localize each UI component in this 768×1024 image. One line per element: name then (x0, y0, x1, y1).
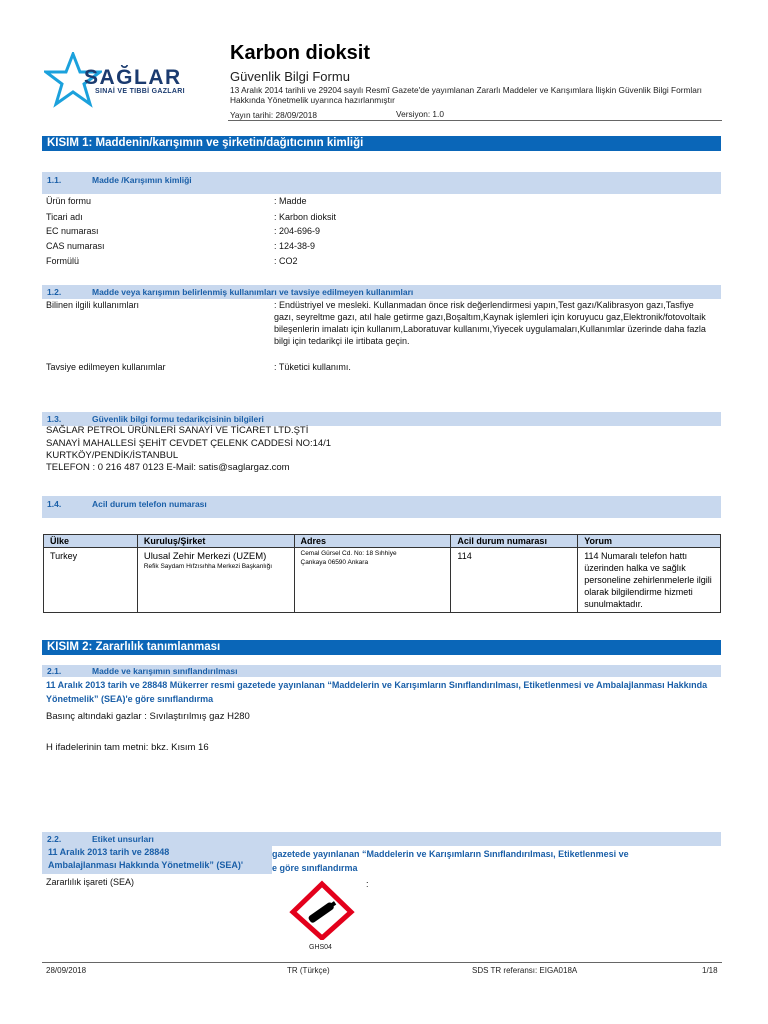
ec-number-label: EC numarası (46, 226, 99, 236)
cas-number-label: CAS numarası (46, 241, 105, 251)
subsection-title: Güvenlik bilgi formu tedarikçisinin bilgileri (92, 414, 264, 424)
product-form-value: : Madde (274, 196, 307, 206)
advised-against-label: Tavsiye edilmeyen kullanımlar (46, 362, 166, 372)
ghs04-gas-cylinder-icon (289, 880, 355, 940)
organization-subname: Refik Saydam Hıfzısıhha Merkezi Başkanlığı (143, 563, 273, 570)
footer-date: 28/09/2018 (46, 966, 87, 975)
issue-date: Yayın tarihi: 28/09/2018 (230, 110, 318, 120)
section-1-heading: KISIM 1: Maddenin/karışımın ve şirketin/dağıtıcının kimliği (42, 136, 721, 151)
address-text: Cemal Gürsel Cd. No: 18 Sıhhiye Çankaya 06590 Ankara (300, 550, 397, 566)
emergency-number-cell: 114 (451, 548, 578, 613)
subsection-1-1-heading (42, 172, 721, 194)
trade-name-label: Ticari adı (46, 212, 83, 222)
emergency-contacts-table (43, 534, 721, 613)
ec-number-value: : 204-696-9 (274, 226, 321, 236)
country-cell: Turkey (44, 548, 138, 613)
subsection-1-3-heading (42, 412, 721, 426)
supplier-address-line-1: SANAYİ MAHALLESİ ŞEHİT CEVDET ÇELENK CADDESİ NO:14/1 (46, 438, 332, 449)
footer-divider (42, 962, 722, 963)
subsection-number: 1.4. (47, 499, 62, 509)
supplier-name: SAĞLAR PETROL ÜRÜNLERİ SANAYİ VE TİCARET LTD.ŞTİ (46, 425, 309, 436)
footer-reference: SDS TR referansı: EIGA018A (472, 966, 578, 975)
document-subtitle: Güvenlik Bilgi Formu (230, 69, 350, 84)
column-header-comment: Yorum (578, 535, 721, 548)
subsection-title: Madde veya karışımın belirlenmiş kullanımları ve tavsiye edilmeyen kullanımları (92, 287, 414, 297)
product-form-label: Ürün formu (46, 196, 92, 206)
label-regulation-right-1: gazetede yayınlanan “Maddelerin ve Karışımların Sınıflandırılması, Etiketlenmesi ve (272, 849, 629, 859)
table-row (44, 548, 721, 613)
subsection-1-2-heading (42, 285, 721, 299)
advised-against-value: : Tüketici kullanımı. (274, 362, 351, 372)
column-header-organization: Kuruluş/Şirket (137, 535, 294, 548)
hazard-pictogram-colon: : (366, 879, 369, 889)
organization-cell (137, 548, 294, 613)
label-regulation-left-2: Ambalajlanması Hakkında Yönetmelik” (SEA)' (48, 860, 244, 870)
subsection-2-1-heading (42, 665, 721, 677)
hazard-pictogram-label: Zararlılık işareti (SEA) (46, 877, 135, 887)
supplier-contact: TELEFON : 0 216 487 0123 E-Mail: satis@saglargaz.com (46, 462, 290, 473)
organization-name: Ulusal Zehir Merkezi (UZEM) (143, 551, 267, 562)
address-cell (294, 548, 451, 613)
column-header-country: Ülke (44, 535, 138, 548)
header-divider (228, 120, 722, 121)
company-logo-name: SAĞLAR (84, 66, 182, 89)
document-title: Karbon dioksit (230, 42, 371, 64)
subsection-title: Madde ve karışımın sınıflandırılması (92, 666, 238, 676)
subsection-number: 1.3. (47, 414, 62, 424)
label-regulation-left-1: 11 Aralık 2013 tarih ve 28848 (48, 847, 170, 857)
column-header-address: Adres (294, 535, 451, 548)
subsection-number: 1.1. (47, 175, 62, 185)
label-regulation-right-2: e göre sınıflandırma (272, 863, 358, 873)
subsection-title: Etiket unsurları (92, 834, 154, 844)
version: Versiyon: 1.0 (396, 109, 444, 119)
cas-number-value: : 124-38-9 (274, 241, 316, 251)
footer-page-number: 1/18 (702, 966, 718, 975)
subsection-number: 1.2. (47, 287, 62, 297)
subsection-number: 2.1. (47, 666, 62, 676)
subsection-1-4-heading (42, 496, 721, 518)
table-header-row (44, 535, 721, 548)
classification-value: Basınç altındaki gazlar : Sıvılaştırılmış gaz H280 (46, 711, 250, 722)
supplier-address-line-2: KURTKÖY/PENDİK/İSTANBUL (46, 450, 179, 461)
subsection-title: Madde /Karışımın kimliği (92, 175, 192, 185)
subsection-title: Acil durum telefon numarası (92, 499, 207, 509)
pictogram-code: GHS04 (309, 944, 332, 951)
subsection-2-2-heading (42, 832, 721, 846)
classification-regulation: 11 Aralık 2013 tarih ve 28848 Mükerrer resmi gazetede yayınlanan “Maddelerin ve Karışımların Sınıflandırılması, Etiketlenmesi ve Ambalajlanması Hakkında Yönetmelik” (SEA)'e göre sınıflandırma (46, 680, 708, 704)
subsection-number: 2.2. (47, 834, 62, 844)
trade-name-value: : Karbon dioksit (274, 212, 337, 222)
company-logo-tagline: SINAİ VE TIBBİ GAZLARI (95, 88, 185, 95)
formula-value: : CO2 (274, 256, 298, 266)
known-uses-value: : Endüstriyel ve mesleki. Kullanmadan önce risk değerlendirmesi yapın,Test gazı/Kalibrasyon gazı,Tasfiye gazı, seyreltme gazı, atıl hale getirme gazı,Boşaltım,Kaynak işlemleri için koruyucu gaz,Elektronik/fotovoltaik bileşenlerin imalatı için kullanım,Laboratuvar kullanımı,Yiyecek uygulamaları,Kullanımlar üzerinde daha fazla bilgi için tedarikçi ile irtibata geçin. (274, 300, 706, 346)
comment-cell: 114 Numaralı telefon hattı üzerinden halka ve sağlık personeline zehirlenmelerle ilgili olarak bilgilendirme hizmeti sunulmaktadır. (578, 548, 721, 613)
h-statements-note: H ifadelerinin tam metni: bkz. Kısım 16 (46, 742, 209, 753)
section-2-heading: KISIM 2: Zararlılık tanımlanması (42, 640, 721, 655)
known-uses-label: Bilinen ilgili kullanımları (46, 300, 140, 310)
regulation-note: 13 Aralık 2014 tarihli ve 29204 sayılı Resmî Gazete'de yayımlanan Zararlı Maddeler ve Karışımlara İlişkin Güvenlik Bilgi Formları Hakkında Yönetmelik uyarınca hazırlanmıştır (230, 85, 702, 105)
formula-label: Formülü (46, 256, 80, 266)
column-header-emergency-number: Acil durum numarası (451, 535, 578, 548)
footer-language: TR (Türkçe) (287, 966, 330, 975)
